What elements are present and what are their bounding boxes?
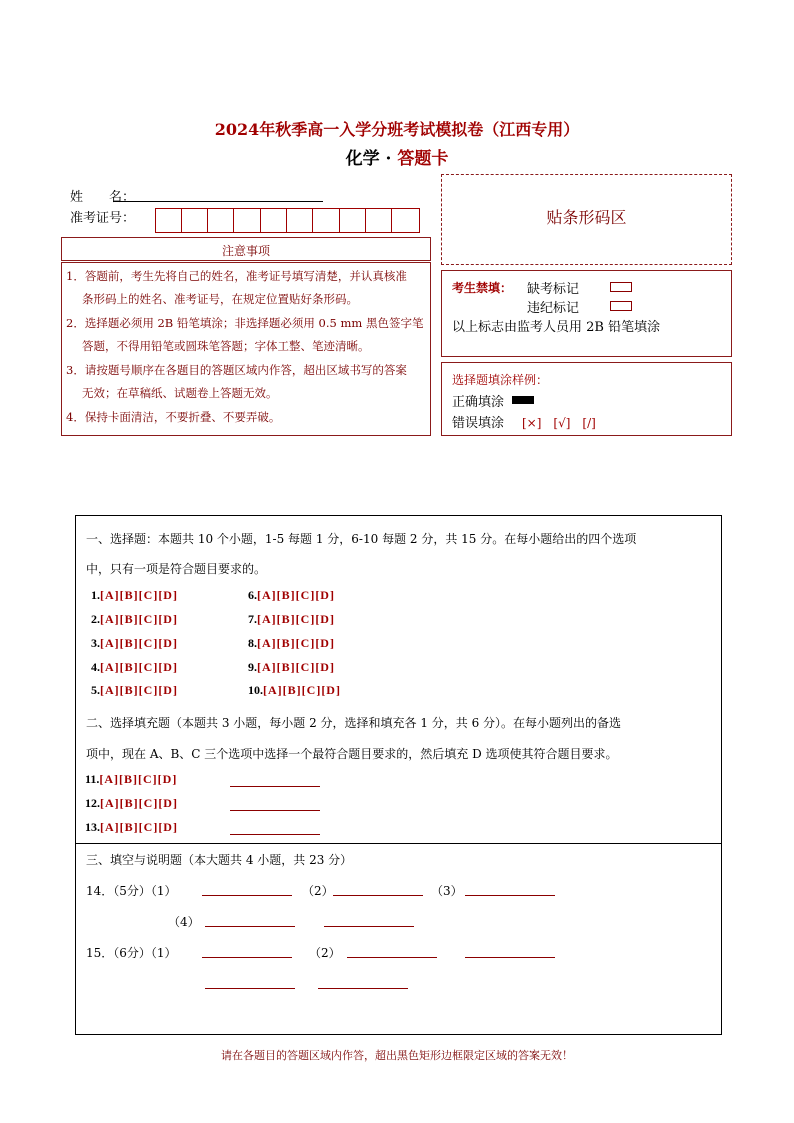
question-2[interactable]: 2.[A][B][C][D]	[91, 612, 178, 626]
notice-title: 注意事项	[221, 244, 270, 258]
answer-blank[interactable]	[230, 834, 320, 835]
barcode-area	[441, 174, 732, 265]
part-label: （2）	[302, 884, 334, 898]
question-3[interactable]: 3.[A][B][C][D]	[91, 636, 178, 650]
absent-label: 缺考标记	[527, 282, 580, 297]
answer-blank[interactable]	[202, 895, 292, 896]
answer-blank[interactable]	[230, 786, 320, 787]
section-divider	[75, 843, 722, 844]
wrong-marks: [×] [√] [/]	[522, 416, 596, 430]
absent-checkbox[interactable]	[610, 282, 632, 292]
wrong-label: 错误填涂	[452, 416, 505, 431]
restricted-note: 以上标志由监考人员用 2B 铅笔填涂	[452, 320, 661, 335]
question-7[interactable]: 7.[A][B][C][D]	[248, 612, 335, 626]
violation-label: 违纪标记	[527, 301, 580, 316]
question-11[interactable]: 11.[A][B][C][D]	[85, 772, 178, 786]
filled-mark-icon	[512, 396, 534, 404]
notice-item: 1．答题前，考生先将自己的姓名，准考证号填写清楚，并认真核准	[66, 269, 407, 283]
part-label: （3）	[431, 884, 463, 898]
question-15-label: 15．（6分）（1）	[86, 946, 177, 960]
question-10[interactable]: 10.[A][B][C][D]	[248, 683, 341, 697]
correct-label: 正确填涂	[452, 395, 505, 410]
answer-blank[interactable]	[202, 957, 292, 958]
footer-warning: 请在各题目的答题区域内作答，超出黑色矩形边框限定区域的答案无效！	[221, 1049, 573, 1062]
page-title: 2024年秋季高一入学分班考试模拟卷（江西专用）	[214, 120, 580, 139]
question-5[interactable]: 5.[A][B][C][D]	[91, 683, 178, 697]
sample-title: 选择题填涂样例：	[452, 373, 549, 387]
restricted-box	[441, 270, 732, 357]
notice-box	[61, 262, 431, 436]
notice-item: 2．选择题必须用 2B 铅笔填涂；非选择题必须用 0.5 mm 黑色签字笔	[66, 316, 424, 330]
answer-blank[interactable]	[205, 988, 295, 989]
answer-blank[interactable]	[465, 895, 555, 896]
section2-instructions: 二、选择填充题（本题共 3 小题，每小题 2 分，选择和填充各 1 分，共 6 分）。在每小题列出的备选	[86, 716, 622, 730]
name-input[interactable]	[113, 201, 323, 202]
answer-blank[interactable]	[465, 957, 555, 958]
answer-blank[interactable]	[333, 895, 423, 896]
section3-title: 三、填空与说明题（本大题共 4 小题，共 23 分）	[86, 853, 353, 867]
card-label: 答题卡	[397, 149, 449, 169]
subject: 化学 ·	[345, 149, 398, 169]
answer-blank[interactable]	[205, 926, 295, 927]
id-label: 准考证号：	[70, 211, 136, 226]
answer-blank[interactable]	[318, 988, 408, 989]
question-13[interactable]: 13.[A][B][C][D]	[85, 820, 178, 834]
section2-instructions-cont: 项中，现在 A、B、C 三个选项中选择一个最符合题目要求的，然后填充 D 选项使其符合题目要求。	[86, 747, 618, 761]
notice-item: 3．请按题号顺序在各题目的答题区域内作答，超出区域书写的答案	[66, 363, 407, 377]
question-14-label: 14．（5分）（1）	[86, 884, 177, 898]
section1-instructions-cont: 中，只有一项是符合题目要求的。	[86, 562, 267, 576]
answer-blank[interactable]	[347, 957, 437, 958]
notice-item: 条形码上的姓名、准考证号，在规定位置贴好条形码。	[82, 292, 358, 306]
restricted-label: 考生禁填：	[452, 281, 513, 295]
id-number-boxes[interactable]	[155, 208, 420, 233]
notice-item: 无效；在草稿纸、试题卷上答题无效。	[82, 386, 278, 400]
question-1[interactable]: 1.[A][B][C][D]	[91, 588, 178, 602]
question-4[interactable]: 4.[A][B][C][D]	[91, 660, 178, 674]
answer-blank[interactable]	[230, 810, 320, 811]
name-label: 姓 名：	[70, 190, 136, 205]
question-8[interactable]: 8.[A][B][C][D]	[248, 636, 335, 650]
violation-checkbox[interactable]	[610, 301, 632, 311]
sample-box	[441, 362, 732, 436]
section1-instructions: 一、选择题：本题共 10 个小题，1-5 每题 1 分，6-10 每题 2 分，共 15 分。在每小题给出的四个选项	[86, 532, 637, 546]
subtitle	[0, 144, 794, 169]
barcode-label: 贴条形码区	[546, 208, 627, 227]
answer-blank[interactable]	[324, 926, 414, 927]
part-label: （2）	[309, 946, 341, 960]
question-9[interactable]: 9.[A][B][C][D]	[248, 660, 335, 674]
notice-item: 4．保持卡面清洁，不要折叠、不要弄破。	[66, 410, 281, 424]
notice-header	[61, 237, 431, 261]
notice-item: 答题，不得用铅笔或圆珠笔答题；字体工整、笔迹清晰。	[82, 339, 370, 353]
question-12[interactable]: 12.[A][B][C][D]	[85, 796, 178, 810]
question-6[interactable]: 6.[A][B][C][D]	[248, 588, 335, 602]
part-label: （4）	[168, 915, 200, 929]
